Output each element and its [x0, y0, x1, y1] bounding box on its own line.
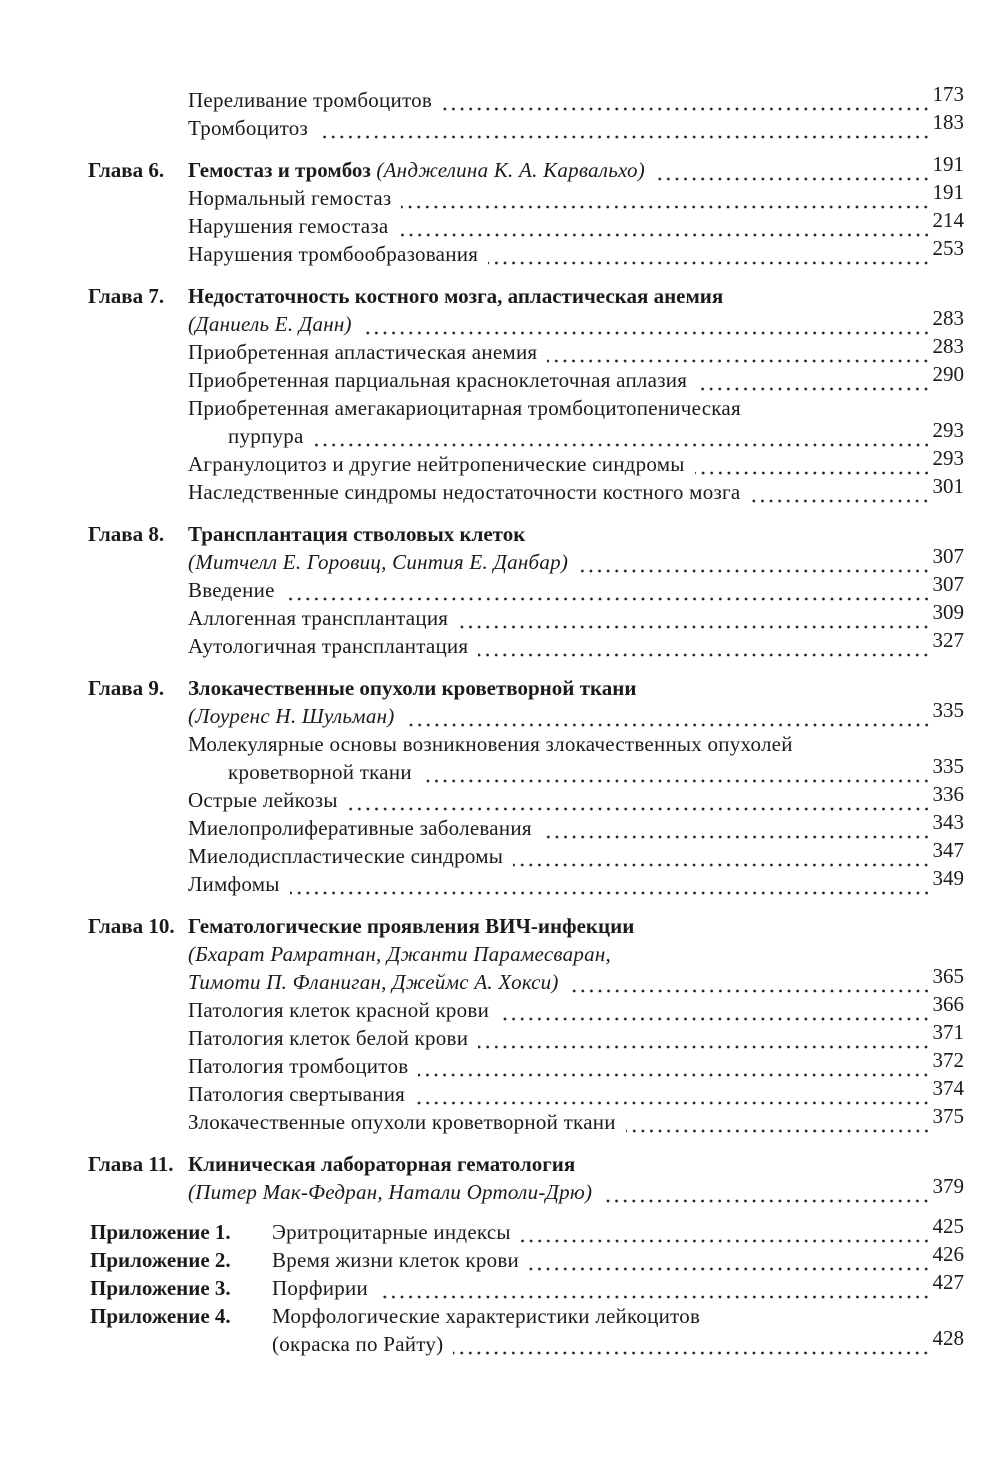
toc-entry[interactable] — [0, 208, 1000, 240]
entry-title: Патология клеток красной крови — [188, 998, 490, 1022]
page-number: 309 — [932, 600, 964, 624]
appendix-3[interactable] — [0, 1270, 1000, 1302]
entry-title: Миелодиспластические синдромы — [188, 844, 504, 868]
entry-title: Нарушения гемостаза — [188, 214, 389, 238]
leader-dots — [695, 450, 931, 478]
page-number: 183 — [932, 110, 964, 134]
page-number: 347 — [932, 838, 964, 862]
chapter-author: (Питер Мак-Федран, Натали Ортоли-Дрю) — [188, 1180, 593, 1204]
entry-title: Наследственные синдромы недостаточности костного мозга — [188, 480, 741, 504]
page-number: 335 — [932, 698, 964, 722]
page-number: 307 — [932, 544, 964, 568]
page-number: 366 — [932, 992, 964, 1016]
appendix-label: Приложение 1. — [90, 1220, 231, 1244]
page-number: 191 — [932, 180, 964, 204]
page-number: 374 — [932, 1076, 964, 1100]
toc-entry[interactable] — [0, 838, 1000, 870]
toc-entry-line1[interactable] — [0, 394, 1000, 422]
toc-entry[interactable] — [0, 628, 1000, 660]
toc-entry[interactable] — [0, 180, 1000, 212]
appendix-label: Приложение 4. — [90, 1304, 231, 1328]
chapter-label: Глава 6. — [88, 158, 165, 182]
appendix-label: Приложение 3. — [90, 1276, 231, 1300]
entry-title: Агранулоцитоз и другие нейтропенические синдромы — [188, 452, 685, 476]
leader-dots — [362, 310, 931, 338]
chapter-10-heading[interactable] — [0, 912, 1000, 940]
chapter-label: Глава 8. — [88, 522, 165, 546]
appendix-2[interactable] — [0, 1242, 1000, 1274]
chapter-label: Глава 10. — [88, 914, 175, 938]
chapter-7-heading[interactable] — [0, 282, 1000, 310]
chapter-title: Гематологические проявления ВИЧ-инфекции — [188, 914, 635, 938]
leader-dots — [453, 1330, 930, 1358]
entry-title: Острые лейкозы — [188, 788, 338, 812]
entry-title: Аутологичная трансплантация — [188, 634, 469, 658]
page-number: 293 — [932, 446, 964, 470]
toc-entry[interactable] — [0, 236, 1000, 268]
leader-dots — [458, 604, 930, 632]
page-number: 425 — [932, 1214, 964, 1238]
entry-title: Порфирии — [272, 1276, 368, 1300]
entry-title: Аллогенная трансплантация — [188, 606, 449, 630]
toc-entry[interactable] — [0, 334, 1000, 366]
chapter-6-heading[interactable] — [0, 152, 1000, 184]
page-number: 253 — [932, 236, 964, 260]
page-number: 379 — [932, 1174, 964, 1198]
leader-dots — [529, 1246, 930, 1274]
page-number: 428 — [932, 1326, 964, 1350]
toc-entry[interactable] — [0, 866, 1000, 898]
page-number: 336 — [932, 782, 964, 806]
leader-dots — [697, 366, 930, 394]
leader-dots — [290, 870, 931, 898]
leader-dots — [488, 240, 930, 268]
entry-title: Морфологические характеристики лейкоцитов — [272, 1304, 701, 1328]
leader-dots — [399, 212, 931, 240]
page-number: 371 — [932, 1020, 964, 1044]
chapter-label: Глава 7. — [88, 284, 165, 308]
leader-dots — [415, 1080, 930, 1108]
entry-title: Злокачественные опухоли кроветворной ткани — [188, 1110, 616, 1134]
page-number: 293 — [932, 418, 964, 442]
toc-entry[interactable] — [0, 1048, 1000, 1080]
leader-dots — [655, 156, 930, 184]
toc-entry[interactable] — [0, 782, 1000, 814]
chapter-author: (Митчелл Е. Горовиц, Синтия Е. Данбар) — [188, 550, 569, 574]
page-number: 283 — [932, 306, 964, 330]
page-number: 349 — [932, 866, 964, 890]
chapter-title: Гемостаз и тромбоз — [188, 158, 371, 182]
leader-dots — [578, 548, 930, 576]
entry-title: Введение — [188, 578, 275, 602]
toc-entry[interactable] — [0, 992, 1000, 1024]
leader-dots — [602, 1178, 930, 1206]
chapter-author-line[interactable] — [0, 1174, 1000, 1206]
chapter-title: Клиническая лабораторная гематология — [188, 1152, 576, 1176]
entry-title: Время жизни клеток крови — [272, 1248, 520, 1272]
entry-title: Миелопролиферативные заболевания — [188, 816, 532, 840]
leader-dots — [478, 632, 930, 660]
entry-title: Приобретенная амегакариоцитарная тромбоцитопеническая — [188, 396, 741, 420]
chapter-title: Трансплантация стволовых клеток — [188, 522, 526, 546]
leader-dots — [405, 702, 931, 730]
leader-dots — [378, 1274, 931, 1302]
chapter-author-line2[interactable] — [0, 964, 1000, 996]
entry-title: Патология клеток белой крови — [188, 1026, 469, 1050]
toc-entry[interactable] — [0, 362, 1000, 394]
appendix-1[interactable] — [0, 1214, 1000, 1246]
chapter-author: (Бхарат Рамратнан, Джанти Парамесваран, — [188, 942, 612, 966]
page-number: 372 — [932, 1048, 964, 1072]
entry-title: Молекулярные основы возникновения злокачественных опухолей — [188, 732, 793, 756]
toc-entry[interactable] — [0, 110, 1000, 142]
chapter-title: Злокачественные опухоли кроветворной ткани — [188, 676, 637, 700]
page-number: 327 — [932, 628, 964, 652]
leader-dots — [750, 478, 930, 506]
entry-title: Переливание тромбоцитов — [188, 88, 433, 112]
page-number: 375 — [932, 1104, 964, 1128]
page-number: 290 — [932, 362, 964, 386]
chapter-11-heading[interactable] — [0, 1150, 1000, 1178]
chapter-author: Тимоти П. Фланиган, Джеймс А. Хокси) — [188, 970, 559, 994]
entry-title: Патология тромбоцитов — [188, 1054, 409, 1078]
page-number: 173 — [932, 82, 964, 106]
appendix-4-cont[interactable] — [0, 1326, 1000, 1358]
chapter-author: (Лоуренс Н. Шульман) — [188, 704, 395, 728]
page-number: 307 — [932, 572, 964, 596]
page-number: 365 — [932, 964, 964, 988]
entry-title: Приобретенная апластическая анемия — [188, 340, 538, 364]
page-number: 214 — [932, 208, 964, 232]
toc-entry[interactable] — [0, 810, 1000, 842]
leader-dots — [499, 996, 930, 1024]
toc-entry[interactable] — [0, 1020, 1000, 1052]
toc-entry[interactable] — [0, 82, 1000, 114]
toc-entry[interactable] — [0, 474, 1000, 506]
toc-entry[interactable] — [0, 572, 1000, 604]
entry-title: Нормальный гемостаз — [188, 186, 392, 210]
appendix-4[interactable] — [0, 1302, 1000, 1330]
leader-dots — [318, 114, 930, 142]
leader-dots — [285, 576, 931, 604]
chapter-author-line[interactable] — [0, 306, 1000, 338]
leader-dots — [348, 786, 931, 814]
chapter-9-heading[interactable] — [0, 674, 1000, 702]
leader-dots — [569, 968, 931, 996]
chapter-label: Глава 11. — [88, 1152, 174, 1176]
page-number: 191 — [932, 152, 964, 176]
chapter-label: Глава 9. — [88, 676, 165, 700]
leader-dots — [626, 1108, 931, 1136]
chapter-author-line[interactable] — [0, 544, 1000, 576]
leader-dots — [542, 814, 931, 842]
chapter-title-group — [188, 156, 645, 184]
page-number: 426 — [932, 1242, 964, 1266]
entry-title: Эритроцитарные индексы — [272, 1220, 511, 1244]
page-number: 427 — [932, 1270, 964, 1294]
chapter-8-heading[interactable] — [0, 520, 1000, 548]
leader-dots — [547, 338, 930, 366]
entry-title: Тромбоцитоз — [188, 116, 309, 140]
toc-entry[interactable] — [0, 600, 1000, 632]
page-number: 283 — [932, 334, 964, 358]
appendix-label: Приложение 2. — [90, 1248, 231, 1272]
leader-dots — [521, 1218, 931, 1246]
leader-dots — [422, 758, 931, 786]
entry-title-cont: (окраска по Райту) — [272, 1332, 444, 1356]
toc-entry-line2[interactable] — [0, 418, 1000, 450]
chapter-author-line1 — [0, 940, 1000, 968]
toc-entry[interactable] — [0, 446, 1000, 478]
toc-entry[interactable] — [0, 1076, 1000, 1108]
toc-entry-line1[interactable] — [0, 730, 1000, 758]
chapter-author: (Анджелина К. А. Карвальхо) — [376, 158, 646, 182]
leader-dots — [442, 86, 930, 114]
page-number: 343 — [932, 810, 964, 834]
entry-title: Нарушения тромбообразования — [188, 242, 479, 266]
chapter-author-line[interactable] — [0, 698, 1000, 730]
entry-title: Приобретенная парциальная красноклеточная аплазия — [188, 368, 688, 392]
leader-dots — [478, 1024, 930, 1052]
leader-dots — [513, 842, 930, 870]
chapter-title: Недостаточность костного мозга, апластическая анемия — [188, 284, 724, 308]
entry-title-cont: кроветворной ткани — [228, 760, 412, 784]
toc-entry-line2[interactable] — [0, 754, 1000, 786]
chapter-author: (Даниель Е. Данн) — [188, 312, 352, 336]
entry-title: Лимфомы — [188, 872, 280, 896]
leader-dots — [418, 1052, 930, 1080]
leader-dots — [401, 184, 930, 212]
page-number: 335 — [932, 754, 964, 778]
page-number: 301 — [932, 474, 964, 498]
entry-title: Патология свертывания — [188, 1082, 406, 1106]
toc-entry[interactable] — [0, 1104, 1000, 1136]
leader-dots — [314, 422, 931, 450]
entry-title-cont: пурпура — [228, 424, 304, 448]
